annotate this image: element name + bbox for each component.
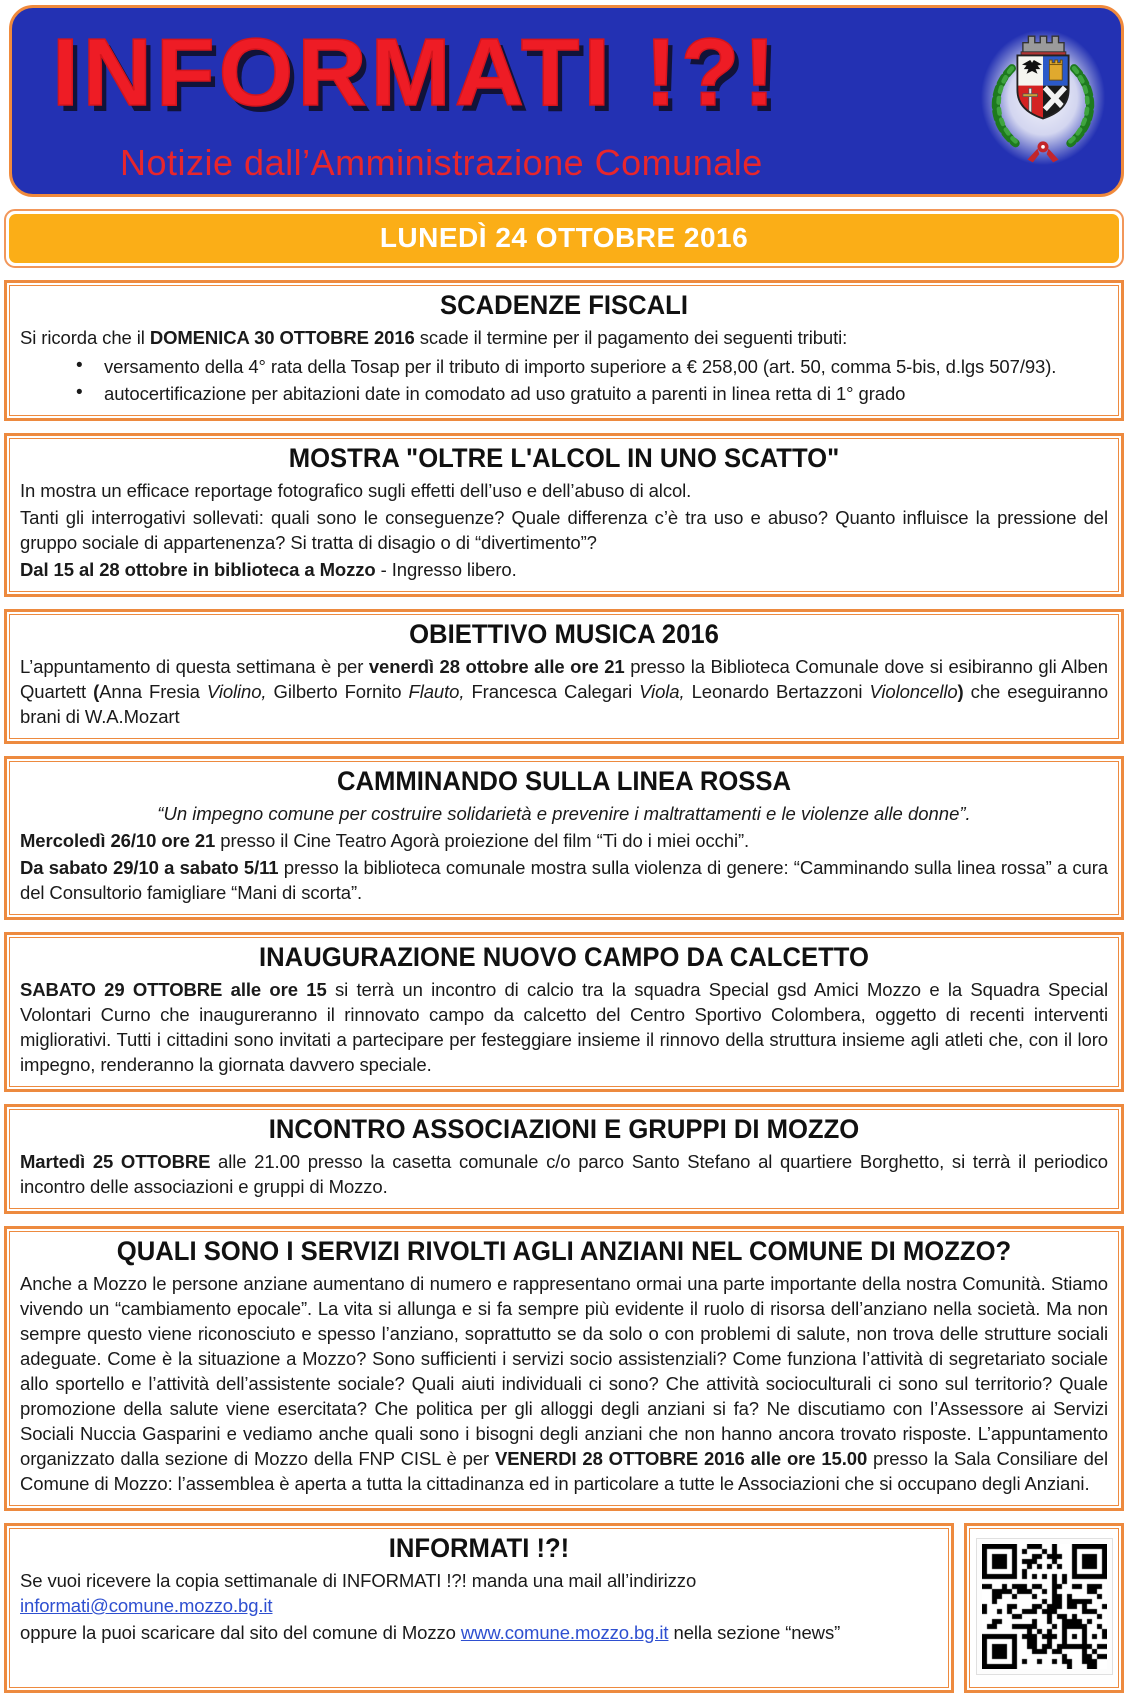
- qr-box: [964, 1523, 1124, 1693]
- section-obiettivo-musica: [4, 609, 1124, 744]
- section-paragraph: Dal 15 al 28 ottobre in biblioteca a Mozzo - Ingresso libero.: [20, 559, 517, 580]
- section-title: CAMMINANDO SULLA LINEA ROSSA: [336, 766, 792, 796]
- section-title: SCADENZE FISCALI: [440, 290, 688, 320]
- newsletter-title: INFORMATI !?!: [52, 19, 780, 126]
- section-scadenze-fiscali: [4, 280, 1124, 421]
- newsletter-subtitle: Notizie dall’Amministrazione Comunale: [120, 141, 763, 183]
- section-paragraph: SABATO 29 OTTOBRE alle ore 15 si terrà un incontro di calcio tra la squadra Special gsd Amici Mozzo e la Squadra Special Volontari Curno che inaugureranno il rinnovato campo da calcetto del Centro Sportivo Colombera, oggetto di recenti interventi migliorativi. Tutti i cittadini sono invitati a partecipare per festeggiare insieme il rinnovo della struttura insieme agli atleti che, con il loro impegno, renderanno la giornata davvero speciale.: [20, 979, 1108, 1075]
- section-title: QUALI SONO I SERVIZI RIVOLTI AGLI ANZIANI NEL COMUNE DI MOZZO?: [116, 1236, 1012, 1266]
- section-paragraph: Da sabato 29/10 a sabato 5/11 presso la biblioteca comunale mostra sulla violenza di genere: “Camminando sulla linea rossa” a cura del Consultorio famigliare “Mani di scorta”.: [20, 857, 1108, 903]
- section-paragraph: Mercoledì 26/10 ore 21 presso il Cine Teatro Agorà proiezione del film “Ti do i miei occhi”.: [20, 830, 750, 851]
- section-paragraph: Anche a Mozzo le persone anziane aumentano di numero e rappresentano ormai una parte importante della nostra Comunità. Stiamo vivendo un “cambiamento epocale”. La vita si allunga e si fa sempre più evidente il ruolo di risorsa dell’anziano nella società. Ma non sempre questo viene riconosciuto e spesso l’anziano, soprattutto se da solo o con problemi di salute, non trova delle strutture sociali adeguate. Come è la situazione a Mozzo? Sono sufficienti i servizi socio assistenziali? Come funziona l’attività di segretariato sociale allo sportello e l’attività dell’assistente sociale? Quali aiuti individuali ci sono? Che attività socioculturali ci sono sul territorio? Quale promozione della salute viene esercitata? Che politica per gli alloggi degli anziani si fa? Ne discutiamo con l’Assessore ai Servizi Sociali Nuccia Gasparini e vediamo anche quali sono i bisogni degli anziani che non hanno ancora trovato risposte. L’appuntamento organizzato dalla sezione di Mozzo della FNP CISL è per VENERDI 28 OTTOBRE 2016 alle ore 15.00 presso la Sala Consiliare del Comune di Mozzo: l’assemblea è aperta a tutta la cittadinanza ed in particolare a tutte le Associazioni che si occupano degli Anziani.: [20, 1273, 1109, 1494]
- bullet-item: • autocertificazione per abitazioni date in comodato ad uso gratuito a parenti in linea retta di 1° grado: [68, 381, 1108, 406]
- section-mostra-alcol: [4, 433, 1124, 597]
- section-informati-footer: [4, 1523, 954, 1693]
- website-link[interactable]: www.comune.mozzo.bg.it: [460, 1622, 669, 1643]
- section-inaugurazione-campo: [4, 932, 1124, 1092]
- section-camminando-linea-rossa: [4, 756, 1124, 920]
- section-quote: “Un impegno comune per costruire solidarietà e prevenire i maltrattamenti e le violenze alle donne”.: [157, 803, 971, 824]
- date-banner: [4, 209, 1124, 268]
- section-paragraph: Si ricorda che il DOMENICA 30 OTTOBRE 2016 scade il termine per il pagamento dei seguenti tributi:: [20, 327, 848, 348]
- section-paragraph: Tanti gli interrogativi sollevati: quali sono le conseguenze? Quale differenza c’è tra uso e abuso? Quanto influisce la pressione del gruppo sociale di appartenenza? Si tratta di disagio o di “divertimento”?: [20, 507, 1108, 553]
- email-link[interactable]: informati@comune.mozzo.bg.it: [20, 1595, 273, 1616]
- footer-line: oppure la puoi scaricare dal sito del comune di Mozzo www.comune.mozzo.bg.it nella sezione “news”: [20, 1622, 841, 1643]
- section-title: INAUGURAZIONE NUOVO CAMPO DA CALCETTO: [259, 942, 869, 972]
- bullet-item: • versamento della 4° rata della Tosap per il tributo di importo superiore a € 258,00 (art. 50, comma 5-bis, d.lgs 507/93).: [68, 354, 1108, 379]
- date-banner-label: LUNEDÌ 24 OTTOBRE 2016: [9, 214, 1119, 263]
- section-paragraph: Martedì 25 OTTOBRE alle 21.00 presso la casetta comunale c/o parco Santo Stefano al quartiere Borghetto, si terrà il periodico incontro delle associazioni e gruppi di Mozzo.: [20, 1151, 1108, 1197]
- section-title: MOSTRA "OLTRE L'ALCOL IN UNO SCATTO": [288, 443, 840, 473]
- footer-title: INFORMATI !?!: [388, 1533, 570, 1563]
- footer-line: Se vuoi ricevere la copia settimanale di INFORMATI !?! manda una mail all’indirizzo informati@comune.mozzo.bg.it: [20, 1570, 697, 1616]
- municipal-coat-of-arms: [979, 16, 1107, 168]
- section-title: OBIETTIVO MUSICA 2016: [409, 619, 719, 649]
- qr-code-image: [982, 1544, 1107, 1669]
- section-paragraph: In mostra un efficace reportage fotografico sugli effetti dell’uso e dell’abuso di alcol.: [20, 480, 692, 501]
- section-title: INCONTRO ASSOCIAZIONI E GRUPPI DI MOZZO: [268, 1114, 860, 1144]
- qr-frame: [976, 1538, 1113, 1675]
- section-servizi-anziani: [4, 1226, 1124, 1511]
- bullet-list: [68, 354, 1108, 406]
- footer-row: [4, 1511, 1124, 1693]
- section-incontro-associazioni: [4, 1104, 1124, 1214]
- masthead: [9, 5, 1124, 197]
- section-paragraph: L’appuntamento di questa settimana è per venerdì 28 ottobre alle ore 21 presso la Biblioteca Comunale dove si esibiranno gli Alben Quartett (Anna Fresia Violino, Gilberto Fornito Flauto, Francesca Calegari Viola, Leonardo Bertazzoni Violoncello) che eseguiranno brani di W.A.Mozart: [20, 656, 1109, 727]
